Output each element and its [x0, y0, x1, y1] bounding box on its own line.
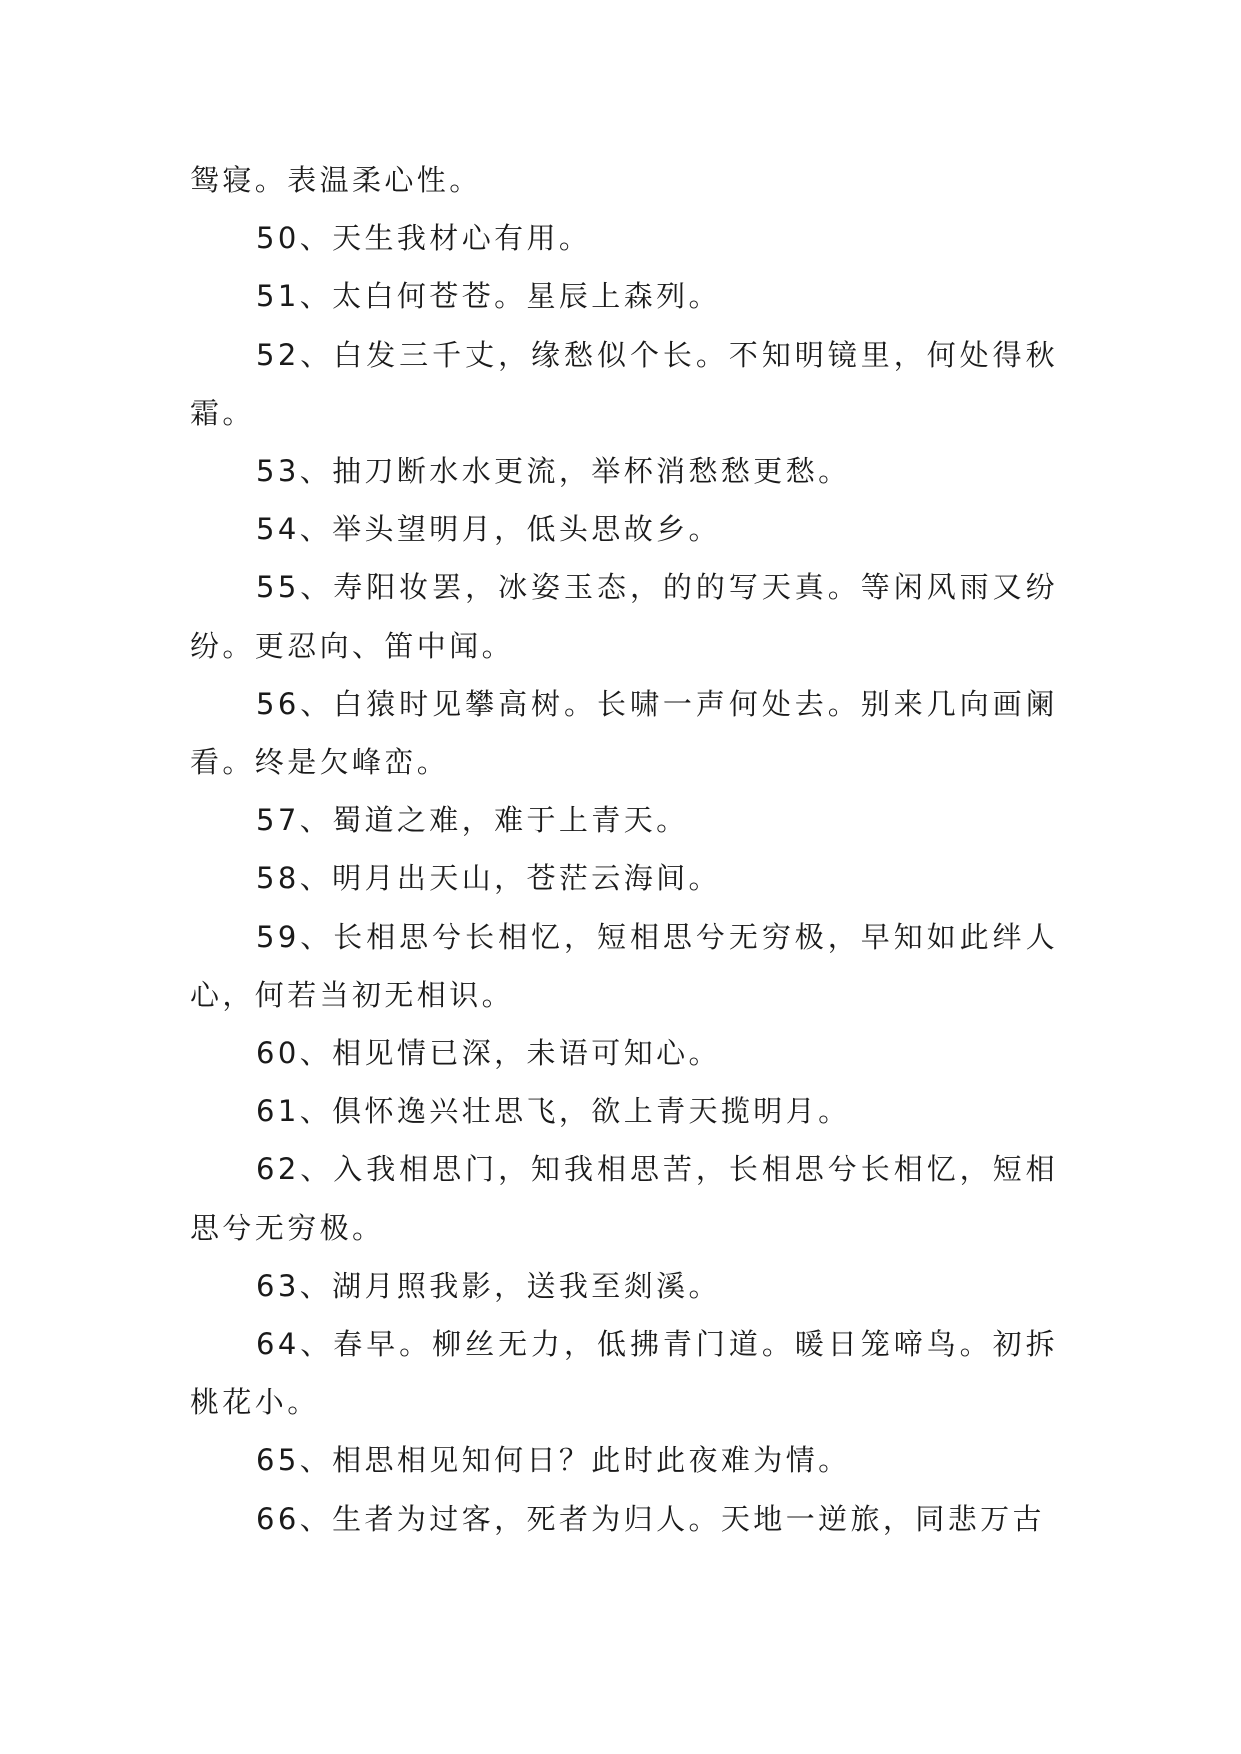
paragraph-58: 58、明月出天山，苍茫云海间。: [256, 861, 721, 896]
paragraph-60: 60、相见情已深，未语可知心。: [256, 1036, 721, 1071]
paragraph-64: 64、春早。柳丝无力，低拂青门道。暖日笼啼鸟。初拆桃花小。: [190, 1327, 1058, 1420]
paragraph-50: 50、天生我材心有用。: [256, 221, 592, 256]
paragraph-66: 66、生者为过客，死者为归人。天地一逆旅，同悲万古: [256, 1501, 1045, 1536]
paragraph-continuation: 鸳寝。表温柔心性。: [190, 163, 482, 197]
paragraph-65: 65、相思相见知何日？此时此夜难为情。: [256, 1443, 851, 1478]
paragraph-62: 62、入我相思门，知我相思苦，长相思兮长相忆，短相思兮无穷极。: [190, 1152, 1058, 1245]
paragraph-56: 56、白猿时见攀高树。长啸一声何处去。别来几向画阑看。终是欠峰峦。: [190, 686, 1058, 780]
paragraph-57: 57、蜀道之难，难于上青天。: [256, 803, 689, 838]
document-body: [190, 151, 1058, 1548]
paragraph-59: 59、长相思兮长相忆，短相思兮无穷极，早知如此绊人心，何若当初无相识。: [190, 919, 1058, 1012]
paragraph-51: 51、太白何苍苍。星辰上森列。: [256, 279, 721, 314]
paragraph-61: 61、俱怀逸兴壮思飞，欲上青天揽明月。: [256, 1094, 851, 1129]
paragraph-54: 54、举头望明月，低头思故乡。: [256, 512, 721, 547]
paragraph-53: 53、抽刀断水水更流，举杯消愁愁更愁。: [256, 454, 851, 489]
paragraph-55: 55、寿阳妆罢，冰姿玉态，的的写天真。等闲风雨又纷纷。更忍向、笛中闻。: [190, 570, 1058, 663]
paragraph-52: 52、白发三千丈，缘愁似个长。不知明镜里，何处得秋霜。: [190, 337, 1058, 430]
paragraph-63: 63、湖月照我影，送我至剡溪。: [256, 1268, 721, 1303]
